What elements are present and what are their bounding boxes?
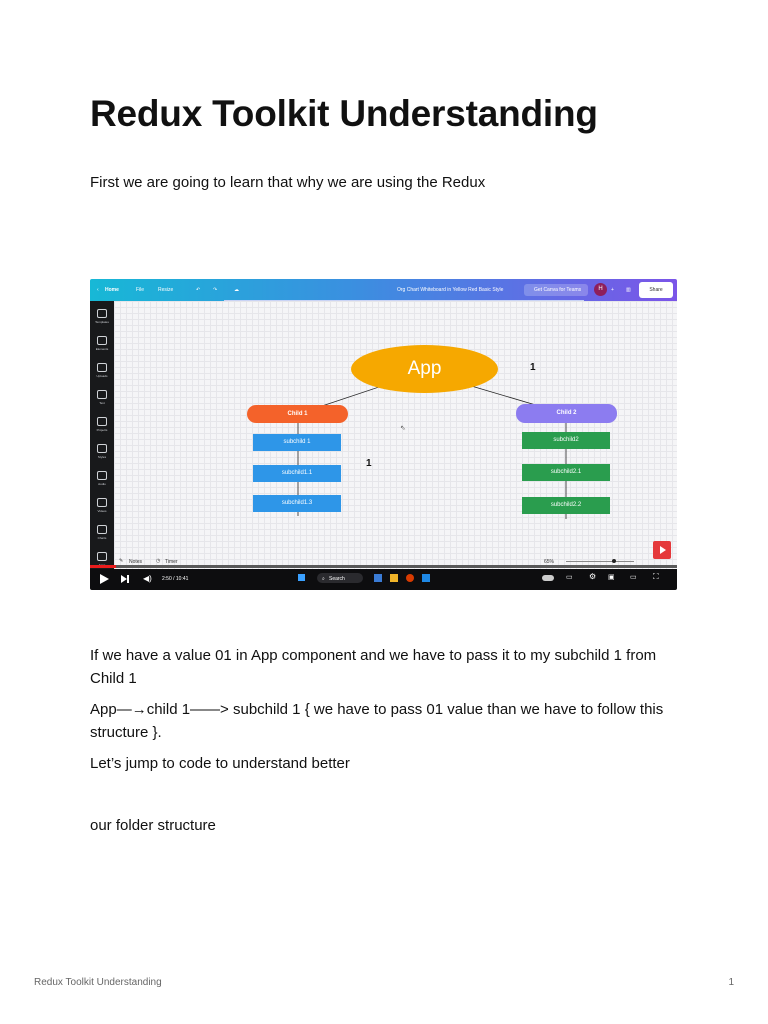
cloud-icon: ☁: [234, 287, 239, 293]
video-progress-bar: [90, 565, 677, 568]
video-time: 2:50 / 10:41: [162, 576, 189, 582]
gear-icon: ⚙: [589, 572, 597, 581]
plus-icon: +: [611, 287, 614, 293]
sidebar-item: [90, 359, 114, 381]
zoom-level: 65%: [544, 559, 555, 565]
back-chevron-icon: ‹: [97, 287, 99, 293]
sidebar-icon: [97, 417, 107, 426]
canva-teams-label: Get Canva for Teams: [534, 287, 582, 293]
share-button: [639, 282, 673, 298]
sidebar-item: [90, 386, 114, 408]
page-title: Redux Toolkit Understanding: [90, 93, 598, 134]
sidebar-item: [90, 521, 114, 543]
timer-label: Timer: [165, 559, 178, 565]
sidebar-label: Uploads: [96, 374, 108, 378]
sidebar-item: [90, 305, 114, 327]
sidebar-item: [90, 440, 114, 462]
avatar: H: [594, 283, 607, 296]
sidebar-label: Templates: [95, 320, 109, 324]
footer-title: Redux Toolkit Understanding: [34, 977, 162, 988]
sidebar-icon: [97, 525, 107, 534]
zoom-slider-thumb: [612, 559, 616, 563]
sidebar-icon: [97, 444, 107, 453]
sidebar-label: Elements: [95, 347, 109, 351]
cursor-icon: ⇖: [400, 425, 406, 432]
play-icon: [98, 573, 110, 585]
app-node: App: [351, 345, 498, 393]
app-value-label: 1: [530, 362, 536, 373]
subchild-node: subchild2.2: [522, 497, 610, 514]
taskbar-search: [317, 573, 363, 583]
volume-icon: ◀): [143, 574, 152, 583]
intro-paragraph: First we are going to learn that why we are using the Redux: [90, 174, 486, 191]
sidebar-label: Text: [99, 401, 105, 405]
theater-icon: ▭: [630, 574, 637, 581]
folder-icon: [390, 574, 398, 582]
sidebar-icon: [97, 309, 107, 318]
subchild-node: subchild2.1: [522, 464, 610, 481]
windows-icon: [298, 574, 305, 581]
search-icon: ⌕: [322, 576, 325, 582]
subchild-node: subchild1.1: [253, 465, 341, 482]
paragraph-2: App—→child 1——> subchild 1 { we have to pass 01 value than we have to follow this structure }.: [90, 701, 664, 741]
sidebar-label: Styles: [97, 455, 107, 459]
captions-icon: ▭: [566, 574, 573, 581]
sidebar-icon: [97, 471, 107, 480]
sidebar-icon: [97, 336, 107, 345]
next-icon: [120, 574, 130, 584]
undo-icon: ↶: [196, 287, 201, 293]
child1-node: Child 1: [247, 405, 348, 423]
share-label: Share: [649, 287, 663, 293]
app-icon: [374, 574, 382, 582]
paragraph-3: Let’s jump to code to understand better: [90, 755, 350, 772]
notes-label: Notes: [129, 559, 143, 565]
org-chart: [114, 301, 677, 569]
miniplayer-icon: ▣: [608, 574, 615, 581]
fullscreen-icon: ⛶: [653, 572, 659, 581]
sidebar-item: [90, 467, 114, 489]
browser-icon: [406, 574, 414, 582]
child1-value-label: 1: [366, 458, 372, 469]
sidebar-icon: [97, 552, 107, 561]
sidebar-item: [90, 413, 114, 435]
taskbar-search-label: Search: [329, 576, 345, 582]
child2-node: Child 2: [516, 404, 617, 423]
subchild-node: subchild2: [522, 432, 610, 449]
paragraph-1: If we have a value 01 in App component and we have to pass it to my subchild 1 from Child 1: [90, 647, 657, 687]
embedded-video-screenshot: [90, 279, 677, 590]
sidebar-label: Charts: [97, 536, 107, 540]
sidebar-icon: [97, 498, 107, 507]
sidebar-item: [90, 332, 114, 354]
sidebar-icon: [97, 363, 107, 372]
subchild-node: subchild 1: [253, 434, 341, 451]
sidebar-item: [90, 494, 114, 516]
notes-icon: ✎: [119, 558, 124, 564]
file-menu: File: [136, 287, 145, 293]
paragraph-4: our folder structure: [90, 817, 216, 834]
redo-icon: ↷: [213, 287, 218, 293]
video-progress-fill: [90, 565, 116, 568]
vscode-icon: [422, 574, 430, 582]
page-number: 1: [728, 977, 734, 988]
sidebar-label: Projects: [96, 428, 108, 432]
zoom-slider: [566, 561, 634, 562]
sidebar-icon: [97, 390, 107, 399]
timer-icon: ◷: [156, 558, 161, 564]
chart-icon: ▥: [626, 287, 631, 293]
get-canva-teams-button: [524, 284, 588, 296]
canva-sidebar: [90, 301, 114, 569]
document-title: Org Chart Whiteboard in Yellow Red Basic Style: [397, 287, 504, 293]
sidebar-label: Audio: [98, 482, 106, 486]
subchild-node: subchild1.3: [253, 495, 341, 512]
home-link: Home: [105, 287, 119, 293]
autoplay-toggle: [542, 575, 554, 581]
sidebar-label: Videos: [97, 509, 107, 513]
video-controls: [90, 569, 677, 590]
resize-menu: Resize: [158, 287, 174, 293]
